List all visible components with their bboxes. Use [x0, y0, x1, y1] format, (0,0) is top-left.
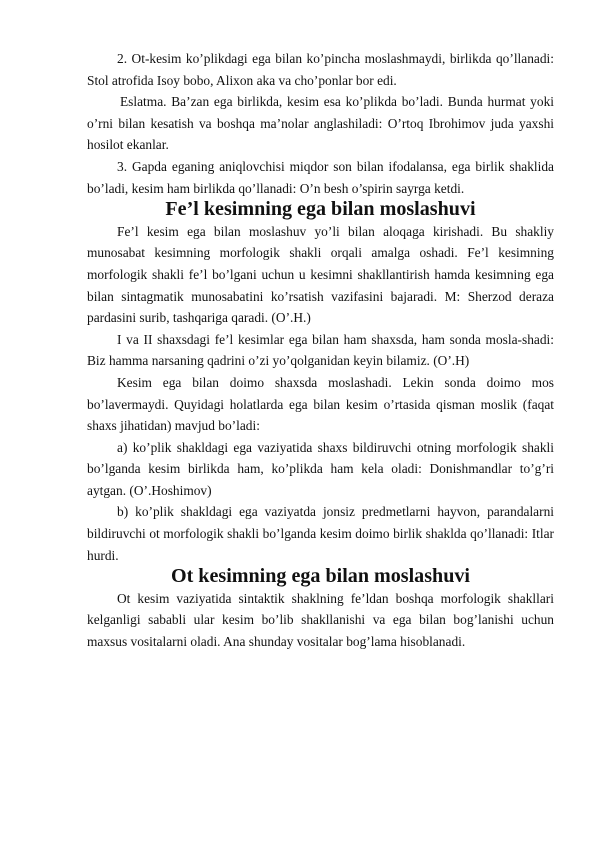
- paragraph-note: Eslatma. Ba’zan ega birlikda, kesim esa ko’plikda bo’ladi. Bunda hurmat yoki o’rni bilan kesatish va boshqa ma’nolar anglashiladi: O’rtoq Ibrohimov juda yaxshi hosilot ekanlar.: [87, 94, 554, 153]
- paragraph-partial-agreement: Kesim ega bilan doimo shaxsda moslashadi. Lekin sonda doimo mos bo’lavermaydi. Quyidagi holatlarda ega bilan kesim o’rtasida qisman moslik (faqat shaxs jihatidan) mavjud bo’ladi:: [87, 374, 554, 434]
- section-heading-verb-predicate: Fe’l kesimning ega bilan moslashuvi: [165, 198, 476, 221]
- paragraph-numbered-2: 2. Ot-kesim ko’plikdagi ega bilan ko’pincha moslashmaydi, birlikda qo’llanadi: Stol atrofida Isoy bobo, Alixon aka va cho’ponlar bor edi.: [87, 51, 554, 88]
- paragraph-case-b: b) ko’plik shakldagi ega vaziyatda jonsiz predmetlarni hayvon, parandalarni bildiruvchi ot morfologik shakli bo’lganda kesim doimo birlik shaklda qo’llanadi: Itlar hurdi.: [87, 504, 554, 563]
- paragraph-noun-predicate-intro: Ot kesim vaziyatida sintaktik shaklning fe’ldan boshqa morfologik shakllari kelganligi sababli ular kesim bo’lib shakllanishi va ega bilan bog’lanishi uchun maxsus vositalarni oladi. Ana shunday vositalar bog’lama hisoblanadi.: [87, 590, 554, 650]
- section-heading-noun-predicate: Ot kesimning ega bilan moslashuvi: [170, 565, 470, 588]
- paragraph-case-a: a) ko’plik shakldagi ega vaziyatida shaxs bildiruvchi otning morfologik shakli bo’lganda kesim birlikda ham, ko’plikda ham kela oladi: Donishmandlar to’g’ri aytgan. (O’.Hoshimov): [87, 439, 554, 498]
- paragraph-verb-predicate-intro: Fe’l kesim ega bilan moslashuv yo’li bilan aloqaga kirishadi. Bu shakliy munosabat kesimning morfologik shakli orqali amalga oshadi. Fe’l kesimning morfologik shakli fe’l bo’lgani uchun u kesimni shakllantirish hamda kesimning ega bilan sintagmatik munosabatini ko’rsatish vazifasini bajaradi. M: Sherzod deraza pardasini surib, tashqariga qaradi. (O’.H.): [87, 223, 554, 326]
- document-page: [87, 48, 554, 653]
- paragraph-person-agreement: I va II shaxsdagi fe’l kesimlar ega bilan ham shaxsda, ham sonda mosla-shadi: Biz hamma narsaning qadrini o’zi yo’qolganidan keyin bilamiz. (O’.H): [87, 331, 554, 369]
- paragraph-numbered-3: 3. Gapda eganing aniqlovchisi miqdor son bilan ifodalansa, ega birlik shaklida bo’ladi, kesim ham birlikda qo’llanadi: O’n besh o’spirin sayrga ketdi.: [87, 158, 554, 196]
